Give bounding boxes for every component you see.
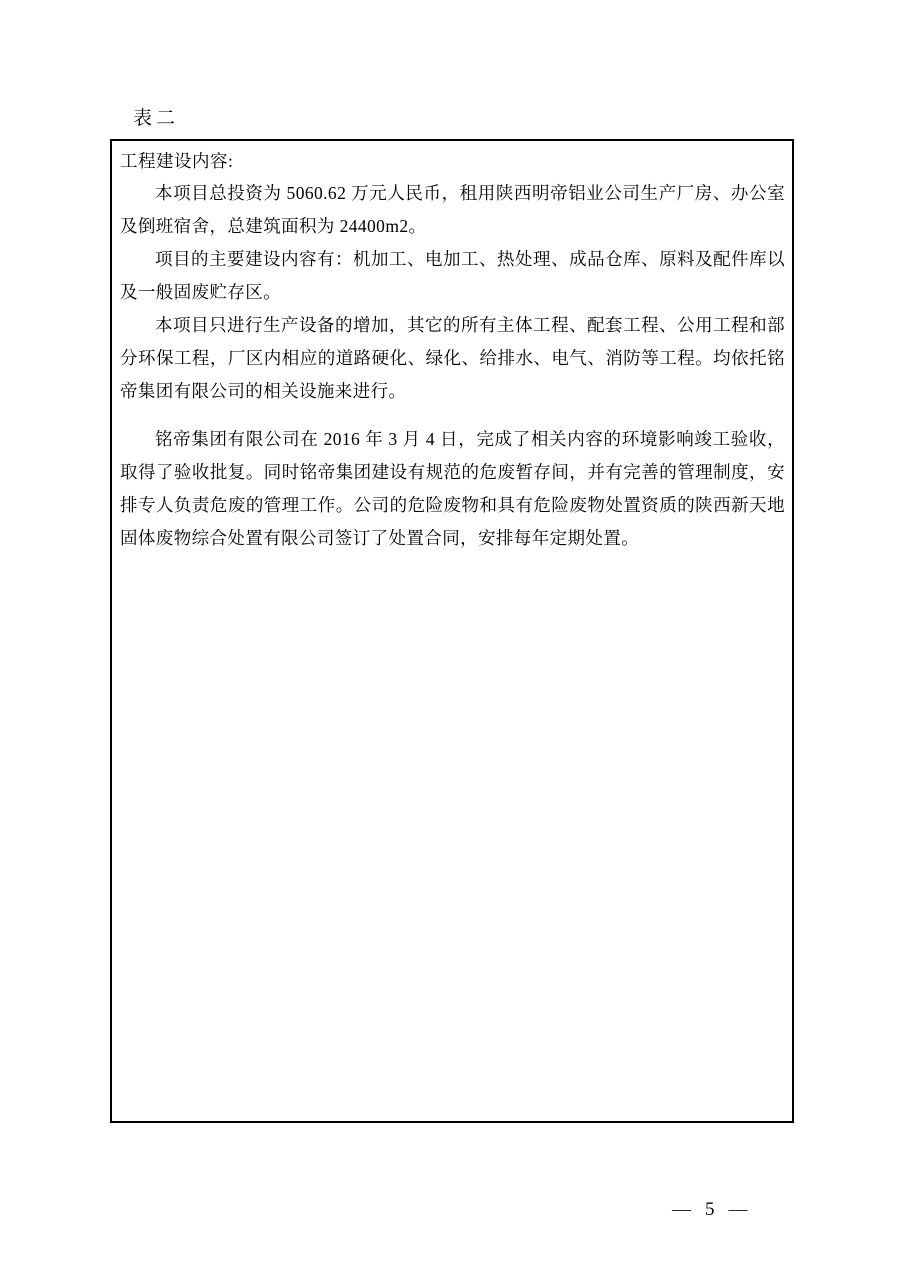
page-number-dash-right: — (728, 1199, 748, 1220)
paragraph-investment: 本项目总投资为 5060.62 万元人民币，租用陕西明帝铝业公司生产厂房、办公室及倒班宿舍，总建筑面积为 24400m2。 (120, 183, 785, 236)
page-footer (672, 1199, 748, 1221)
paragraph-main-construction: 项目的主要建设内容有：机加工、电加工、热处理、成品仓库、原料及配件库以及一般固废贮存区。 (120, 249, 785, 302)
section-header: 工程建设内容: (120, 151, 234, 171)
content-box (110, 139, 794, 1123)
paragraph-company-status: 铭帝集团有限公司在 2016 年 3 月 4 日，完成了相关内容的环境影响竣工验收，取得了验收批复。同时铭帝集团建设有规范的危废暂存间，并有完善的管理制度，安排专人负责危废的管理工作。公司的危险废物和具有危险废物处置资质的陕西新天地固体废物综合处置有限公司签订了处置合同，安排每年定期处置。 (120, 429, 785, 548)
page-number-dash-left: — (672, 1199, 691, 1220)
paragraph-supporting-works: 本项目只进行生产设备的增加，其它的所有主体工程、配套工程、公用工程和部分环保工程，厂区内相应的道路硬化、绿化、给排水、电气、消防等工程。均依托铭帝集团有限公司的相关设施来进行。 (120, 315, 785, 401)
page-number: 5 (705, 1199, 715, 1220)
table-label: 表二 (133, 108, 180, 129)
